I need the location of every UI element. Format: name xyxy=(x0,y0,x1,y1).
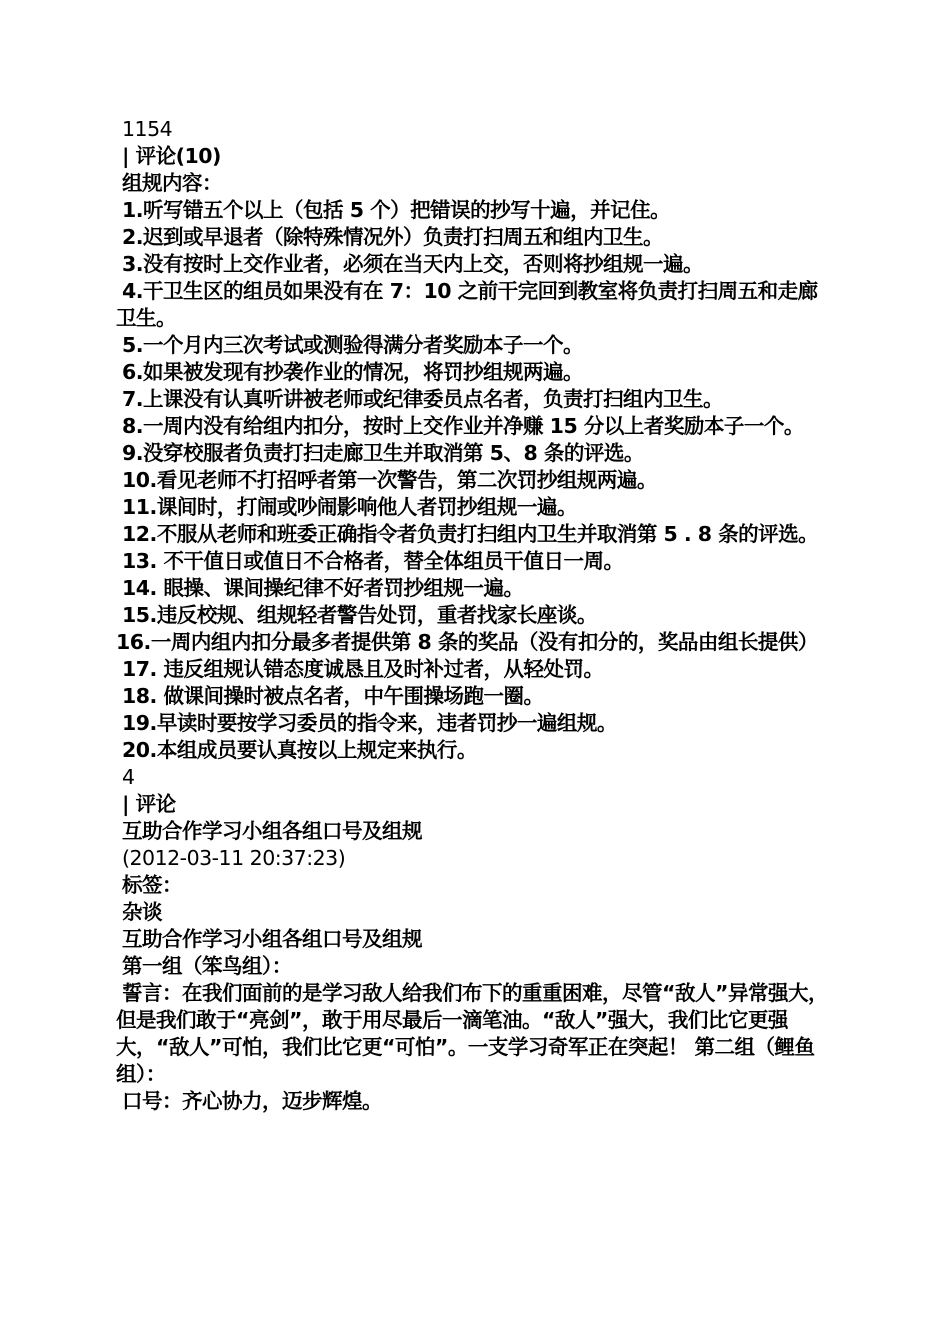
post2-count: 4 xyxy=(122,765,135,789)
rule-item: 11.课间时，打闹或吵闹影响他人者罚抄组规一遍。 xyxy=(122,495,577,519)
rule-item: 7.上课没有认真听讲被老师或纪律委员点名者，负责打扫组内卫生。 xyxy=(122,387,724,411)
rule-item: 9.没穿校服者负责打扫走廊卫生并取消第 5、8 条的评选。 xyxy=(122,441,644,465)
post2-datetime: (2012-03-11 20:37:23) xyxy=(122,846,346,870)
rule-item: 14. 眼操、课间操纪律不好者罚抄组规一遍。 xyxy=(122,576,524,600)
rule-item: 3.没有按时上交作业者，必须在当天内上交，否则将抄组规一遍。 xyxy=(122,252,704,276)
post-count: 1154 xyxy=(122,117,173,141)
post2-comment-link[interactable]: | 评论 xyxy=(122,792,176,816)
rule-item: 16.一周内组内扣分最多者提供第 8 条的奖品（没有扣分的，奖品由组长提供） xyxy=(116,630,818,654)
rule-item: 6.如果被发现有抄袭作业的情况，将罚抄组规两遍。 xyxy=(122,360,584,384)
rule-item: 15.违反校规、组规轻者警告处罚，重者找家长座谈。 xyxy=(122,603,597,627)
rule-item: 18. 做课间操时被点名者，中午围操场跑一圈。 xyxy=(122,684,544,708)
rule-item: 10.看见老师不打招呼者第一次警告，第二次罚抄组规两遍。 xyxy=(122,468,657,492)
rule-item: 17. 违反组规认错态度诚恳且及时补过者，从轻处罚。 xyxy=(122,657,604,681)
group1-oath xyxy=(116,980,836,1088)
post2-title[interactable]: 互助合作学习小组各组口号及组规 xyxy=(122,819,422,843)
tag-link[interactable]: 杂谈 xyxy=(122,900,162,924)
rule-item: 2.迟到或早退者（除特殊情况外）负责打扫周五和组内卫生。 xyxy=(122,225,664,249)
rules-heading: 组规内容： xyxy=(122,171,222,195)
rule-item: 12.不服从老师和班委正确指令者负责打扫组内卫生并取消第 5 . 8 条的评选。 xyxy=(122,522,819,546)
group1-heading: 第一组（笨鸟组）： xyxy=(122,954,292,978)
tags-label: 标签： xyxy=(122,873,182,897)
rule-item: 4.干卫生区的组员如果没有在 7：10 之前干完回到教室将负责打扫周五和走廊卫生。 xyxy=(116,279,818,330)
rule-item: 13. 不干值日或值日不合格者，替全体组员干值日一周。 xyxy=(122,549,624,573)
comment-link[interactable]: | 评论(10) xyxy=(122,144,221,168)
group2-slogan: 口号：齐心协力，迈步辉煌。 xyxy=(122,1089,382,1113)
rule-item: 5.一个月内三次考试或测验得满分者奖励本子一个。 xyxy=(122,333,584,357)
rule-item: 20.本组成员要认真按以上规定来执行。 xyxy=(122,738,477,762)
group2-heading: 第二组（鲤鱼组）： xyxy=(116,1035,815,1086)
rule-item: 8.一周内没有给组内扣分，按时上交作业并净赚 15 分以上者奖励本子一个。 xyxy=(122,414,804,438)
post2-title-repeat: 互助合作学习小组各组口号及组规 xyxy=(122,927,422,951)
rule-item: 1.听写错五个以上（包括 5 个）把错误的抄写十遍，并记住。 xyxy=(122,198,671,222)
group1-oath-text: 誓言：在我们面前的是学习敌人给我们布下的重重困难，尽管“敌人”异常强大，但是我们敢于“亮剑”，敢于用尽最后一滴笔油。“敌人”强大，我们比它更强大，“敌人”可怕，我们比它更“可怕”。一支学习奇军正在突起！ xyxy=(116,981,828,1059)
rule-item: 19.早读时要按学习委员的指令来，违者罚抄一遍组规。 xyxy=(122,711,617,735)
document-page xyxy=(116,116,836,1115)
